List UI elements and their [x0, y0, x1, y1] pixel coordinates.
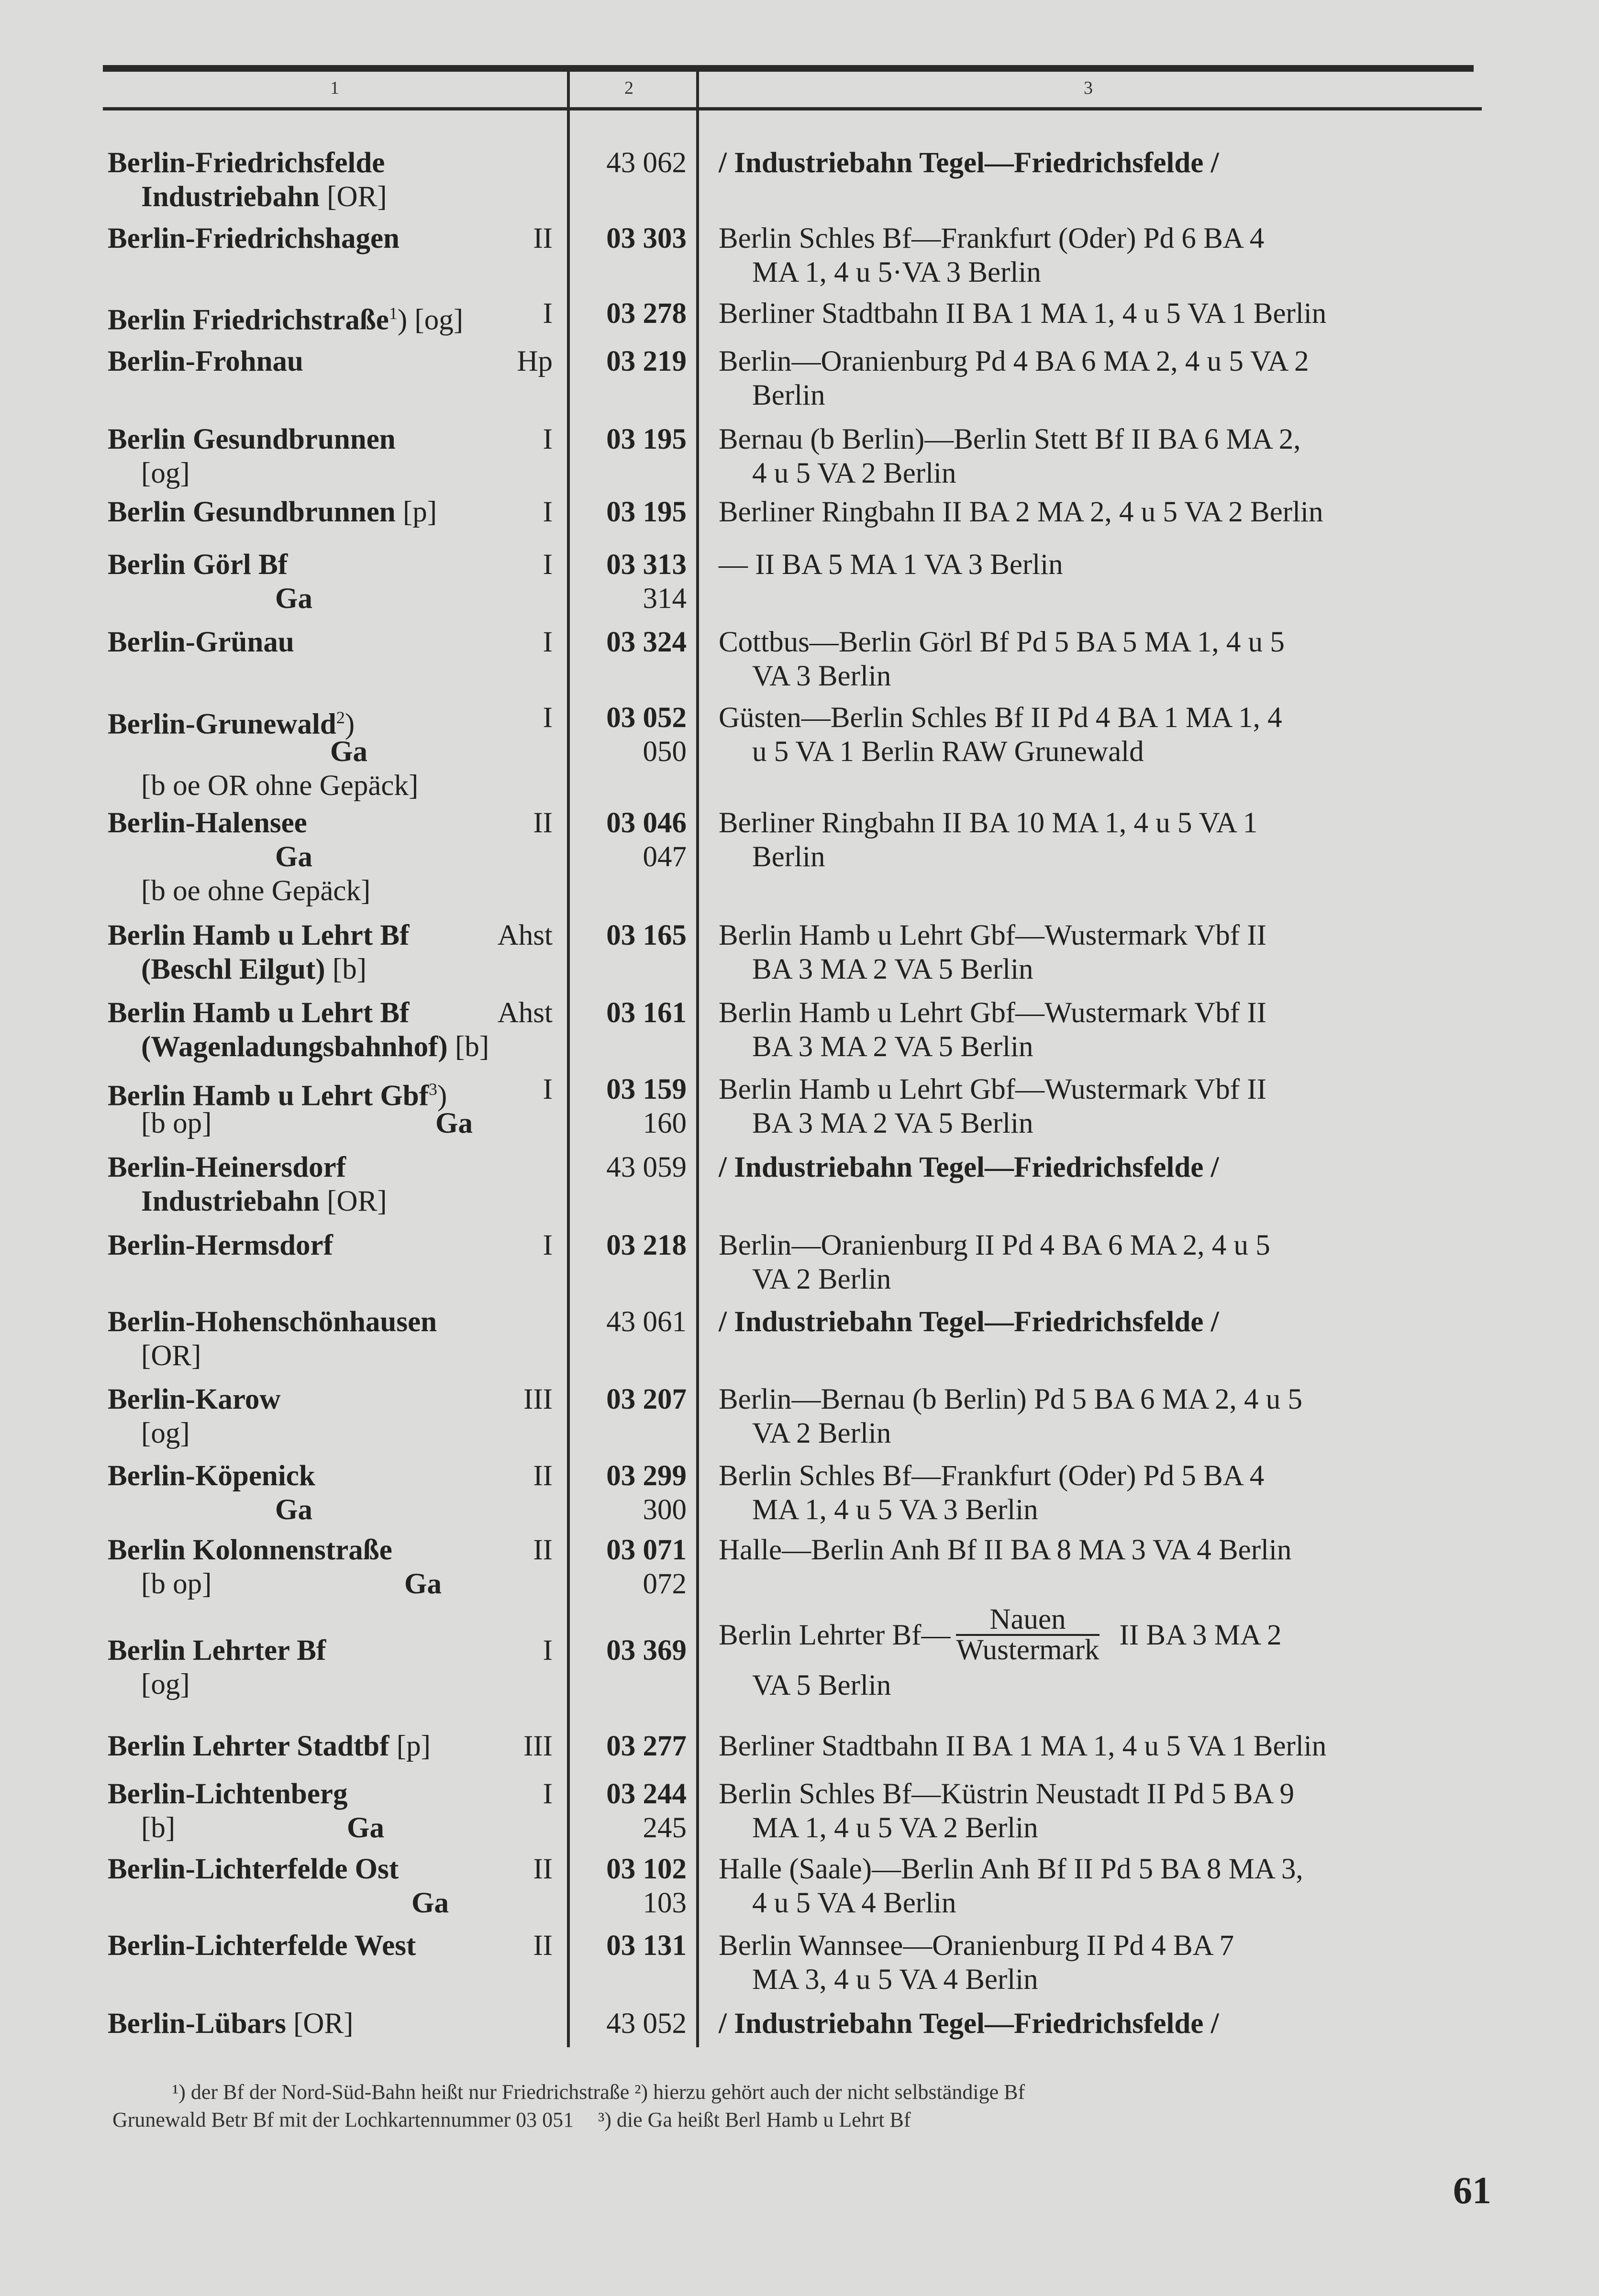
route-cell	[719, 297, 1491, 331]
branch-lower: Wustermark	[956, 1634, 1099, 1666]
code-cell	[574, 1852, 687, 1920]
station-name: Berlin Gesundbrunnen	[108, 423, 396, 455]
route-text: Berlin Hamb u Lehrt Gbf—Wustermark Vbf II	[719, 997, 1266, 1029]
station-cell	[108, 996, 553, 1064]
route-text: Berlin	[752, 841, 825, 873]
route-text: 4 u 5 VA 4 Berlin	[752, 1887, 956, 1919]
route-text: MA 1, 4 u 5 VA 2 Berlin	[752, 1812, 1038, 1844]
route-cell	[719, 146, 1491, 180]
station-cell	[108, 1777, 553, 1845]
code-cell	[574, 297, 687, 331]
route-text: Berliner Stadtbahn II BA 1 MA 1, 4 u 5 VA 1 Berlin	[719, 298, 1327, 330]
station-name-line2: (Beschl Eilgut)	[141, 953, 325, 985]
lochkarten-code: 03 165	[606, 919, 687, 951]
route-text: VA 3 Berlin	[752, 660, 891, 692]
route-text: Güsten—Berlin Schles Bf II Pd 4 BA 1 MA 1, 4	[719, 702, 1282, 734]
code-cell	[574, 344, 687, 378]
code-cell	[574, 918, 687, 952]
station-name: Berlin Kolonnenstraße	[108, 1534, 392, 1566]
station-class: Ahst	[497, 919, 553, 951]
station-name: Berlin Hamb u Lehrt Bf	[108, 997, 410, 1029]
footnote-2: ²) hierzu gehört auch der nicht selbständige Bf	[634, 2080, 1025, 2104]
station-class: I	[543, 1634, 553, 1667]
column-header-2: 2	[624, 78, 633, 98]
route-cell	[719, 344, 1491, 412]
route-text: — II BA 5 MA 1 VA 3 Berlin	[719, 549, 1063, 581]
lochkarten-code: 050	[643, 736, 687, 768]
route-text: Cottbus—Berlin Görl Bf Pd 5 BA 5 MA 1, 4 u 5	[719, 626, 1285, 658]
footnote-ref: 3	[429, 1080, 438, 1099]
station-cell	[108, 344, 553, 378]
station-name: Berlin Hamb u Lehrt Bf	[108, 919, 410, 951]
station-note: [b]	[332, 953, 367, 985]
station-name: Berlin-Lichterfelde Ost	[108, 1853, 399, 1885]
route-cell	[719, 1604, 1491, 1702]
route-text: VA 5 Berlin	[752, 1669, 891, 1701]
station-cell	[108, 1533, 553, 1601]
route-cell	[719, 1459, 1491, 1527]
station-note: [OR]	[327, 1185, 387, 1217]
code-cell	[574, 1382, 687, 1416]
station-name: Berlin-Heinersdorf	[108, 1151, 346, 1183]
route-text: II BA 3 MA 2	[1119, 1619, 1282, 1651]
station-name: Berlin-Hermsdorf	[108, 1229, 333, 1261]
column-divider-1	[567, 72, 570, 2047]
code-cell	[574, 422, 687, 456]
station-name: Berlin-Halensee	[108, 807, 307, 839]
lochkarten-code: 03 218	[606, 1229, 687, 1261]
lochkarten-code: 03 195	[606, 496, 687, 528]
route-cell	[719, 701, 1491, 769]
station-cell	[108, 1634, 553, 1701]
lochkarten-code: 03 313	[606, 549, 687, 581]
route-text: Berliner Ringbahn II BA 10 MA 1, 4 u 5 VA 1	[719, 807, 1258, 839]
station-name-line2: Industriebahn	[141, 181, 320, 213]
lochkarten-code: 314	[643, 583, 687, 615]
station-cell	[108, 548, 553, 616]
lochkarten-code: 43 059	[606, 1151, 687, 1183]
route-cell	[719, 1777, 1491, 1845]
route-text: BA 3 MA 2 VA 5 Berlin	[752, 1107, 1033, 1139]
ga-marker: Ga	[275, 583, 312, 615]
station-note: [og]	[141, 457, 190, 489]
station-note: [OR]	[327, 181, 387, 213]
station-class: I	[543, 702, 553, 734]
footnotes	[112, 2078, 1490, 2134]
station-class: II	[533, 1460, 553, 1492]
station-class: I	[543, 298, 553, 330]
station-cell	[108, 146, 553, 214]
lochkarten-code: 03 219	[606, 345, 687, 377]
route-cell	[719, 1729, 1491, 1763]
station-cell	[108, 1150, 553, 1218]
station-cell	[108, 1459, 553, 1527]
route-text: Berlin—Oranienburg II Pd 4 BA 6 MA 2, 4 u 5	[719, 1229, 1270, 1261]
station-cell	[108, 2007, 553, 2041]
station-class: Hp	[517, 345, 553, 377]
route-cell	[719, 1929, 1491, 1997]
station-note: [OR]	[293, 2008, 354, 2040]
route-cell	[719, 1072, 1491, 1140]
route-cell	[719, 221, 1491, 289]
lochkarten-code: 072	[643, 1568, 687, 1600]
station-note: [og]	[414, 304, 464, 336]
code-cell	[574, 1533, 687, 1601]
station-class: Ahst	[497, 997, 553, 1029]
station-name-line2: Industriebahn	[141, 1185, 320, 1217]
route-text: MA 3, 4 u 5 VA 4 Berlin	[752, 1964, 1038, 1996]
route-cell	[719, 1228, 1491, 1296]
station-cell: Berlin Hamb u Lehrt Gbf$^3$) I [b op] Ga	[108, 1073, 553, 1139]
station-class: I	[543, 1778, 553, 1810]
station-class: I	[543, 496, 553, 528]
station-name: Berlin-Lichtenberg	[108, 1778, 348, 1810]
code-cell	[574, 1459, 687, 1527]
route-text: Berlin Schles Bf—Frankfurt (Oder) Pd 6 BA 4	[719, 222, 1265, 254]
route-branch-fraction	[956, 1605, 1099, 1665]
route-cell	[719, 996, 1491, 1064]
station-class: I	[543, 1229, 553, 1261]
page-number: 61	[1453, 2170, 1491, 2212]
station-class: II	[533, 807, 553, 839]
station-cell	[108, 221, 553, 255]
lochkarten-code: 03 244	[606, 1778, 687, 1810]
ga-marker: Ga	[347, 1812, 384, 1844]
lochkarten-code: 03 303	[606, 222, 687, 254]
route-text: VA 2 Berlin	[752, 1263, 891, 1295]
lochkarten-code: 03 324	[606, 626, 687, 658]
route-text: Bernau (b Berlin)—Berlin Stett Bf II BA 6 MA 2,	[719, 423, 1301, 455]
route-text: Berlin Schles Bf—Frankfurt (Oder) Pd 5 BA 4	[719, 1460, 1265, 1492]
station-note: [og]	[141, 1417, 190, 1449]
route-text: Berlin Hamb u Lehrt Gbf—Wustermark Vbf II	[719, 919, 1266, 951]
route-text: / Industriebahn Tegel—Friedrichsfelde /	[719, 2008, 1219, 2040]
route-text: Halle (Saale)—Berlin Anh Bf II Pd 5 BA 8 MA 3,	[719, 1853, 1303, 1885]
route-cell	[719, 1382, 1491, 1450]
station-name: Berlin-Lübars	[108, 2008, 286, 2040]
code-cell	[574, 996, 687, 1030]
route-text: Berlin—Bernau (b Berlin) Pd 5 BA 6 MA 2, 4 u 5	[719, 1383, 1302, 1415]
route-text: Berlin	[752, 379, 825, 411]
station-name: Berlin-Grünau	[108, 626, 294, 658]
route-text: Berlin—Oranienburg Pd 4 BA 6 MA 2, 4 u 5 VA 2	[719, 345, 1309, 377]
station-note: [b op]	[141, 1568, 212, 1600]
route-cell	[719, 1533, 1491, 1567]
station-name: Berlin Lehrter Bf	[108, 1634, 326, 1667]
route-text: BA 3 MA 2 VA 5 Berlin	[752, 1031, 1033, 1063]
station-cell	[108, 1228, 553, 1262]
lochkarten-code: 03 207	[606, 1383, 687, 1415]
footnote-1: ¹) der Bf der Nord-Süd-Bahn heißt nur Friedrichstraße	[172, 2080, 630, 2104]
code-cell	[574, 146, 687, 180]
lochkarten-code: 03 369	[606, 1634, 687, 1667]
code-cell	[574, 1929, 687, 1963]
route-text: 4 u 5 VA 2 Berlin	[752, 457, 956, 489]
ga-marker: Ga	[411, 1887, 449, 1919]
station-cell	[108, 1929, 553, 1963]
route-cell	[719, 422, 1491, 490]
column-header-1: 1	[330, 78, 339, 98]
station-name: Berlin Görl Bf	[108, 549, 288, 581]
branch-upper: Nauen	[956, 1605, 1099, 1636]
route-text: BA 3 MA 2 VA 5 Berlin	[752, 953, 1033, 985]
station-note: [og]	[141, 1668, 190, 1700]
station-name: Berlin Lehrter Stadtbf	[108, 1730, 389, 1762]
station-cell	[108, 1382, 553, 1450]
station-note: [b]	[455, 1031, 489, 1063]
route-text: / Industriebahn Tegel—Friedrichsfelde /	[719, 147, 1219, 179]
station-name: Berlin-Köpenick	[108, 1460, 315, 1492]
station-name: Berlin Hamb u Lehrt Gbf	[108, 1080, 429, 1112]
station-name: Berlin-Karow	[108, 1383, 281, 1415]
route-cell	[719, 1305, 1491, 1339]
station-cell	[108, 625, 553, 659]
code-cell	[574, 1634, 687, 1667]
code-cell	[574, 701, 687, 769]
code-cell	[574, 1228, 687, 1262]
station-name: Berlin Friedrichstraße	[108, 304, 389, 336]
station-name: Berlin-Friedrichsfelde	[108, 147, 385, 179]
footnote-3: ³) die Ga heißt Berl Hamb u Lehrt Bf	[598, 2108, 911, 2131]
station-class: II	[533, 1930, 553, 1962]
route-text: / Industriebahn Tegel—Friedrichsfelde /	[719, 1306, 1219, 1338]
code-cell	[574, 548, 687, 616]
station-cell	[108, 806, 553, 908]
route-text: VA 2 Berlin	[752, 1417, 891, 1449]
route-text: Berliner Stadtbahn II BA 1 MA 1, 4 u 5 VA 1 Berlin	[719, 1730, 1327, 1762]
station-class: I	[543, 1073, 553, 1105]
route-cell	[719, 1150, 1491, 1184]
header-rule	[103, 107, 1482, 110]
lochkarten-code: 43 061	[606, 1306, 687, 1338]
station-note: [b oe ohne Gepäck]	[141, 875, 371, 907]
route-cell	[719, 625, 1491, 693]
route-text: / Industriebahn Tegel—Friedrichsfelde /	[719, 1151, 1219, 1183]
route-text: Halle—Berlin Anh Bf II BA 8 MA 3 VA 4 Berlin	[719, 1534, 1292, 1566]
station-name: Berlin-Frohnau	[108, 345, 303, 377]
station-note: [p]	[402, 496, 437, 528]
route-text: Berlin Hamb u Lehrt Gbf—Wustermark Vbf II	[719, 1073, 1266, 1105]
lochkarten-code: 43 062	[606, 147, 687, 179]
code-cell	[574, 625, 687, 659]
code-cell	[574, 1729, 687, 1763]
route-cell	[719, 806, 1491, 874]
lochkarten-code: 160	[643, 1107, 687, 1139]
lochkarten-code: 03 195	[606, 423, 687, 455]
code-cell	[574, 2007, 687, 2041]
footnote-line	[112, 2106, 1490, 2134]
route-text: Berlin Schles Bf—Küstrin Neustadt II Pd 5 BA 9	[719, 1778, 1294, 1810]
top-rule	[103, 65, 1474, 72]
route-text: Berlin Wannsee—Oranienburg II Pd 4 BA 7	[719, 1930, 1234, 1962]
lochkarten-code: 03 159	[606, 1073, 687, 1105]
route-cell	[719, 548, 1491, 582]
station-class: III	[523, 1730, 553, 1762]
station-class: II	[533, 1534, 553, 1566]
station-cell	[108, 1852, 553, 1920]
lochkarten-code: 03 277	[606, 1730, 687, 1762]
station-cell	[108, 422, 553, 490]
code-cell	[574, 1777, 687, 1845]
route-cell	[719, 2007, 1491, 2041]
ga-marker: Ga	[435, 1107, 473, 1139]
route-text: u 5 VA 1 Berlin RAW Grunewald	[752, 736, 1144, 768]
route-text: Berlin Lehrter Bf—	[719, 1619, 951, 1651]
station-note: [b]	[141, 1812, 176, 1844]
route-cell	[719, 1852, 1491, 1920]
station-cell: Berlin Friedrichstraße$^1$) [og] I	[108, 298, 553, 336]
footnote-ref: 2	[336, 708, 345, 727]
ga-marker: Ga	[404, 1568, 442, 1600]
station-cell	[108, 495, 553, 529]
lochkarten-code: 03 161	[606, 997, 687, 1029]
station-class: I	[543, 423, 553, 455]
station-note: [OR]	[141, 1340, 201, 1372]
route-text: MA 1, 4 u 5·VA 3 Berlin	[752, 256, 1041, 288]
lochkarten-code: 03 299	[606, 1460, 687, 1492]
station-class: II	[533, 222, 553, 254]
lochkarten-code: 03 071	[606, 1534, 687, 1566]
code-cell	[574, 221, 687, 255]
station-name: Berlin-Lichterfelde West	[108, 1930, 416, 1962]
code-cell	[574, 1072, 687, 1140]
lochkarten-code: 047	[643, 841, 687, 873]
code-cell	[574, 1150, 687, 1184]
footnote-ref: 1	[389, 304, 398, 323]
station-cell: Berlin-Grunewald$^2$) I Ga [b oe OR ohne Gepäck]	[108, 702, 553, 802]
route-text: MA 1, 4 u 5 VA 3 Berlin	[752, 1494, 1038, 1526]
station-cell	[108, 1305, 553, 1373]
station-name-line2: (Wagenladungsbahnhof)	[141, 1031, 448, 1063]
ga-marker: Ga	[275, 841, 312, 873]
lochkarten-code: 245	[643, 1812, 687, 1844]
code-cell	[574, 806, 687, 874]
station-class: I	[543, 549, 553, 581]
station-note: [b oe OR ohne Gepäck]	[141, 770, 419, 802]
station-name: Berlin-Grunewald	[108, 708, 336, 740]
column-header-3: 3	[1084, 78, 1093, 98]
station-cell	[108, 918, 553, 986]
lochkarten-code: 03 102	[606, 1853, 687, 1885]
footnote-line	[112, 2078, 1490, 2106]
code-cell	[574, 495, 687, 529]
lochkarten-code: 03 131	[606, 1930, 687, 1962]
lochkarten-code: 03 052	[606, 702, 687, 734]
column-divider-2	[696, 72, 699, 2047]
code-cell	[574, 1305, 687, 1339]
footnote-2-cont: Grunewald Betr Bf mit der Lochkartennummer 03 051	[112, 2108, 574, 2131]
ga-marker: Ga	[275, 1494, 312, 1526]
lochkarten-code: 43 052	[606, 2008, 687, 2040]
station-name: Berlin Gesundbrunnen	[108, 496, 396, 528]
lochkarten-code: 300	[643, 1494, 687, 1526]
route-text: Berliner Ringbahn II BA 2 MA 2, 4 u 5 VA 2 Berlin	[719, 496, 1323, 528]
ga-marker: Ga	[330, 736, 367, 768]
station-cell	[108, 1729, 553, 1763]
station-note: [b op]	[141, 1107, 212, 1139]
station-class: II	[533, 1853, 553, 1885]
route-cell	[719, 918, 1491, 986]
lochkarten-code: 103	[643, 1887, 687, 1919]
station-note: [p]	[396, 1730, 431, 1762]
lochkarten-code: 03 046	[606, 807, 687, 839]
lochkarten-code: 03 278	[606, 298, 687, 330]
station-name: Berlin-Friedrichshagen	[108, 222, 400, 254]
route-cell	[719, 495, 1491, 529]
station-class: I	[543, 626, 553, 658]
station-class: III	[523, 1383, 553, 1415]
station-name: Berlin-Hohenschönhausen	[108, 1306, 437, 1338]
